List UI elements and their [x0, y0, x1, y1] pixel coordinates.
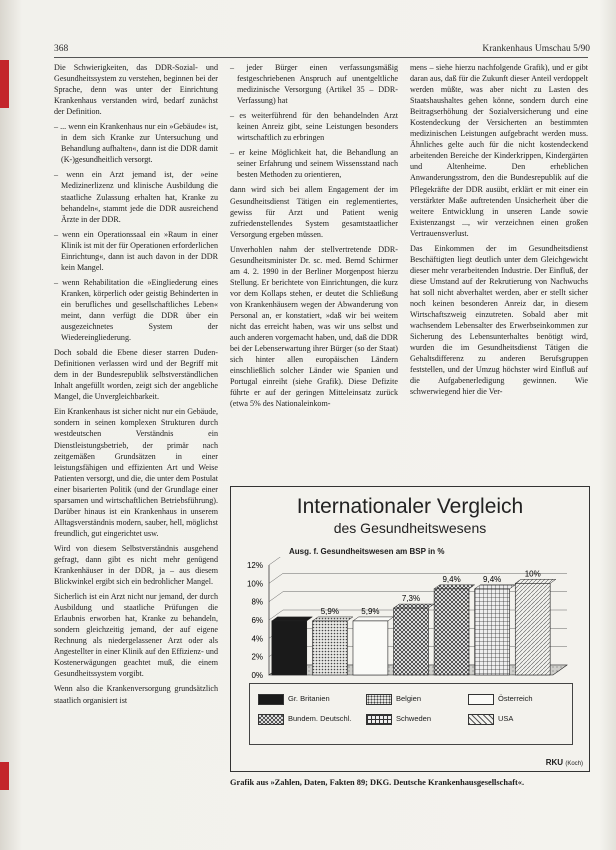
y-tick-label: 2% [251, 652, 263, 662]
legend-swatch [258, 694, 284, 705]
paragraph: Wenn also die Krankenversorgung grundsätzlich staatlich organisiert ist [54, 684, 218, 705]
bar-top [272, 617, 312, 621]
legend-label: Österreich [498, 694, 533, 703]
paragraph: Die Schwierigkeiten, das DDR-Sozial- und Gesundheitssystem zu verstehen, beginnen bei der Sprache, denn was unter der Einrichtung Krankenhaus verstanden wird, bedarf zunächst der Definition. [54, 63, 218, 117]
chart-credit-author: (Koch) [565, 761, 583, 767]
gridline [269, 573, 283, 583]
bar-top [475, 585, 515, 589]
bar [353, 621, 388, 675]
bar-top [434, 585, 474, 589]
y-tick-label: 4% [251, 634, 263, 644]
bar-value-label: 10% [524, 569, 541, 579]
bar-value-label: 9,4% [483, 574, 502, 584]
legend-label: Gr. Britanien [288, 694, 330, 703]
page-edge-marker [0, 60, 9, 108]
paragraph: Sicherlich ist ein Arzt nicht nur jemand, der durch Ausbildung und staatliche Prüfungen die Erlaubnis erworben hat, Kranke zu behandeln, sondern gleichzeitig jemand, der auf eigene Rechnung als niedergelassener Arzt oder als Angestellter in einer Klinik auf den Effizienz- und Kostenerwägungen geachtet muß, die einem Gesundheitssystem vorgibt. [54, 592, 218, 679]
bar [394, 608, 429, 675]
paragraph: – jeder Bürger einen verfassungsmäßig festgeschriebenen Anspruch auf unentgeltliche medizinische Versorgung (Artikel 35 – DDR-Verfassung) hat [230, 63, 398, 106]
chart-caption: Ausg. f. Gesundheitswesen am BSP in % [289, 547, 445, 556]
chart-credit-label: RKU [545, 758, 564, 767]
paragraph: Doch sobald die Ebene dieser starren Duden-Definitionen verlassen wird und der Begriff mit dem in der Bundesrepublik selbstverständlichen Inhalt angefüllt worden, zeigt sich der angebliche Mangel, die Unvergleichbarkeit. [54, 348, 218, 402]
y-tick-label: 8% [251, 597, 263, 607]
legend-label: Bundem. Deutschl. [288, 714, 352, 723]
bar-value-label: 7,3% [401, 594, 421, 604]
chart-subtitle: des Gesundheitswesens [333, 520, 487, 536]
paragraph: – er keine Möglichkeit hat, die Behandlung an seiner Erfahrung und seinem Wissensstand nach besten Methoden zu orientieren, [230, 148, 398, 180]
page-edge-marker [0, 762, 9, 790]
text-column-3 [410, 62, 588, 401]
text-column-2 [230, 62, 398, 413]
paragraph: mens – siehe hierzu nachfolgende Grafik), und er gibt daran aus, daß für die Zukunft dieser Anteil verdoppelt werden müßte, was aber nicht zu Lasten des Staatshaushaltes gehen könne, sondern durch eine Beitragserhöhung der Sozialversicherung und eine Kostendeckung der Versicherten an bestimmten medizinischen Leistungen aufgebracht werden muss. Ähnliches gelte auch für die nicht kostendeckend arbeitenden Bereiche der Kinderkrippen, Kindergärten und Altenheime. Den erheblichen Anwanderungsstrom, den die Bundesrepublik auf die Pflegekräfte der DDR ausübt, erklärt er mit einer ein verstärkter Maße auftretenden Unsicherheit über die weitere Entwicklung in unseren Lande sowie Existenzangst ..., wir verzeichnen einen großen Vertrauensverlust. [410, 63, 588, 238]
bar [475, 589, 510, 675]
y-tick-label: 0% [251, 671, 263, 680]
paragraph: – wenn ein Arzt jemand ist, der »eine Medizinerlizenz und klinische Ausbildung die staatliche Zulassung erhalten hat, Kranke zu behandeln«, stammt jede die DDR ausreichend Ärzte in der DDR. [54, 170, 218, 224]
paragraph: – wenn Rehabilitation die »Eingliederung eines Kranken, körperlich oder geistig Behinderten in ein berufliches und gesellschaftliches Leben« meint, dann verfügt die DDR über ein ausgezeichnetes System der Wiedereingliederung. [54, 277, 218, 343]
page-number: 368 [54, 44, 69, 54]
legend-swatch [258, 714, 284, 725]
legend-label: USA [498, 714, 514, 723]
journal-title: Krankenhaus Umschau 5/90 [482, 44, 590, 54]
legend-swatch [468, 714, 494, 725]
legend-label: Schweden [396, 714, 432, 723]
bar-top [312, 617, 352, 621]
paragraph: Wird von diesem Selbstverständnis ausgehend gefragt, dann gibt es nicht mehr genügend Krankenhäuser in der DDR, ja – aus diesem Blickwinkel ergibt sich ein bedrohlicher Mangel. [54, 543, 218, 587]
y-tick-label: 6% [251, 616, 263, 625]
bar [312, 621, 347, 675]
paragraph: Ein Krankenhaus ist sicher nicht nur ein Gebäude, sondern in seinen komplexen Strukturen durch westdeutschen Verständnis ein Dienstleistungsbetrieb, der primär nach zeitgemäßen Grundsätzen in einer leistungsfähigen und effizienten Art und Weise Patienten versorgt, und die, die unter dem Postulat einer bisarierten Politik (und der Grundlage einer sparsamen und wirtschaftlichen Betriebsführung). Darüber hinaus ist ein Krankenhaus in unserem Alltagsverständnis modern, sauber, hell, möglichst freundlich, gut eingerichtet usw. [54, 407, 218, 538]
gridline [269, 557, 283, 565]
text-column-1 [54, 62, 218, 710]
bar-value-label: 5,9% [361, 606, 380, 616]
bar [515, 583, 550, 675]
bar-top [394, 604, 434, 608]
chart-credit [546, 758, 583, 767]
bar [272, 621, 307, 675]
bar [434, 589, 469, 675]
header-rule [54, 57, 588, 58]
chart-source: Grafik aus »Zahlen, Daten, Fakten 89; DKG. Deutsche Krankenhausgesellschaft«. [230, 778, 525, 787]
y-tick-label: 10% [246, 579, 263, 589]
bar-value-label: 9,4% [442, 574, 461, 584]
legend-swatch [468, 694, 494, 705]
bar-top [353, 617, 393, 621]
legend-swatch [366, 714, 392, 725]
bar-chart [231, 557, 589, 682]
chart-legend [249, 683, 573, 745]
legend-swatch [366, 694, 392, 705]
chart-title: Internationaler Vergleich [296, 495, 524, 518]
paragraph: Unverhohlen nahm der stellvertretende DDR-Gesundheitsminister Dr. sc. med. Bernd Schirmer am 4. 2. 1990 in der Berliner Morgenpost hierzu Stellung. Er berichtete von Einrichtungen, die kurz vor dem Kollaps stehen, er deutet die Schließung von Krankenhäusern wegen der Abwanderung von Personal an, er konstatiert, »daß wir bei weitem nicht das erreicht haben, was wir uns selbst und auch anderen vorgemacht haben, und, daß die DDR bei der Lebenserwartung ihrer Bürger (so der Staat) sich hinter allen europäischen Ländern einschließlich solcher Länder wie Spanien und Portugal einreiht (siehe Grafik). Diese Defizite führte er auf der geringen Mitteleinsatz zurück (etwa 5% des Nationaleinkom- [230, 244, 398, 409]
paragraph: – ... wenn ein Krankenhaus nur ein »Gebäude« ist, in dem sich Kranke zur Untersuchung und Behandlung aufhalten«, dann ist die DDR damit (K-)gesundheitlich versorgt. [54, 122, 218, 165]
bar-top [515, 579, 555, 583]
chart-box [230, 486, 590, 772]
paragraph: – wenn ein Operationssaal ein »Raum in einer Klinik ist mit der für Operationen erforderlichen Einrichtung«, dann ist auch davon in der DDR kein Mangel. [54, 229, 218, 272]
paragraph: Das Einkommen der im Gesundheitsdienst Beschäftigten liegt deutlich unter dem Gleichgewicht dieser mehr verarbeitenden Industrie. Der Einfluß, der diese Umstand auf der Rekrutierung von Nachwuchs hat soll nicht abverhaltet werden, aber er stellt sicher noch keinen besonderen Anreiz dar, in diesem Wirtschaftszweig einzutreten. Sobald aber mit wachsendem Lebensalter des Erwerbseinkommen zur Sicherung des Lebensunterhaltes benötigt wird, wurden die im Gesundheitsdienst Tätigen die Gehaltsdifferenz zu anderen Berufsgruppen feststellen, und der Umzug höchster wird Einfluß auf die Aufgabenerledigung gewinnen. Wie schwerwiegend hier die Ver- [410, 243, 588, 397]
y-tick-label: 12% [246, 561, 263, 570]
paragraph: – es weiterführend für den behandelnden Arzt keinen Anreiz gibt, seine Leistungen besonders wirtschaftlich zu erbringen [230, 111, 398, 143]
bar-value-label: 5,9% [320, 606, 339, 616]
legend-label: Belgien [396, 694, 422, 703]
gridline [269, 592, 283, 602]
paragraph: dann wird sich bei allem Engagement der im Gesundheitsdienst Tätigen ein reglementiertes, gewiss für Arzt und Patient wenig zufriedenstellendes System gesamtstaatlicher Versorgung ergeben müssen. [230, 185, 398, 239]
